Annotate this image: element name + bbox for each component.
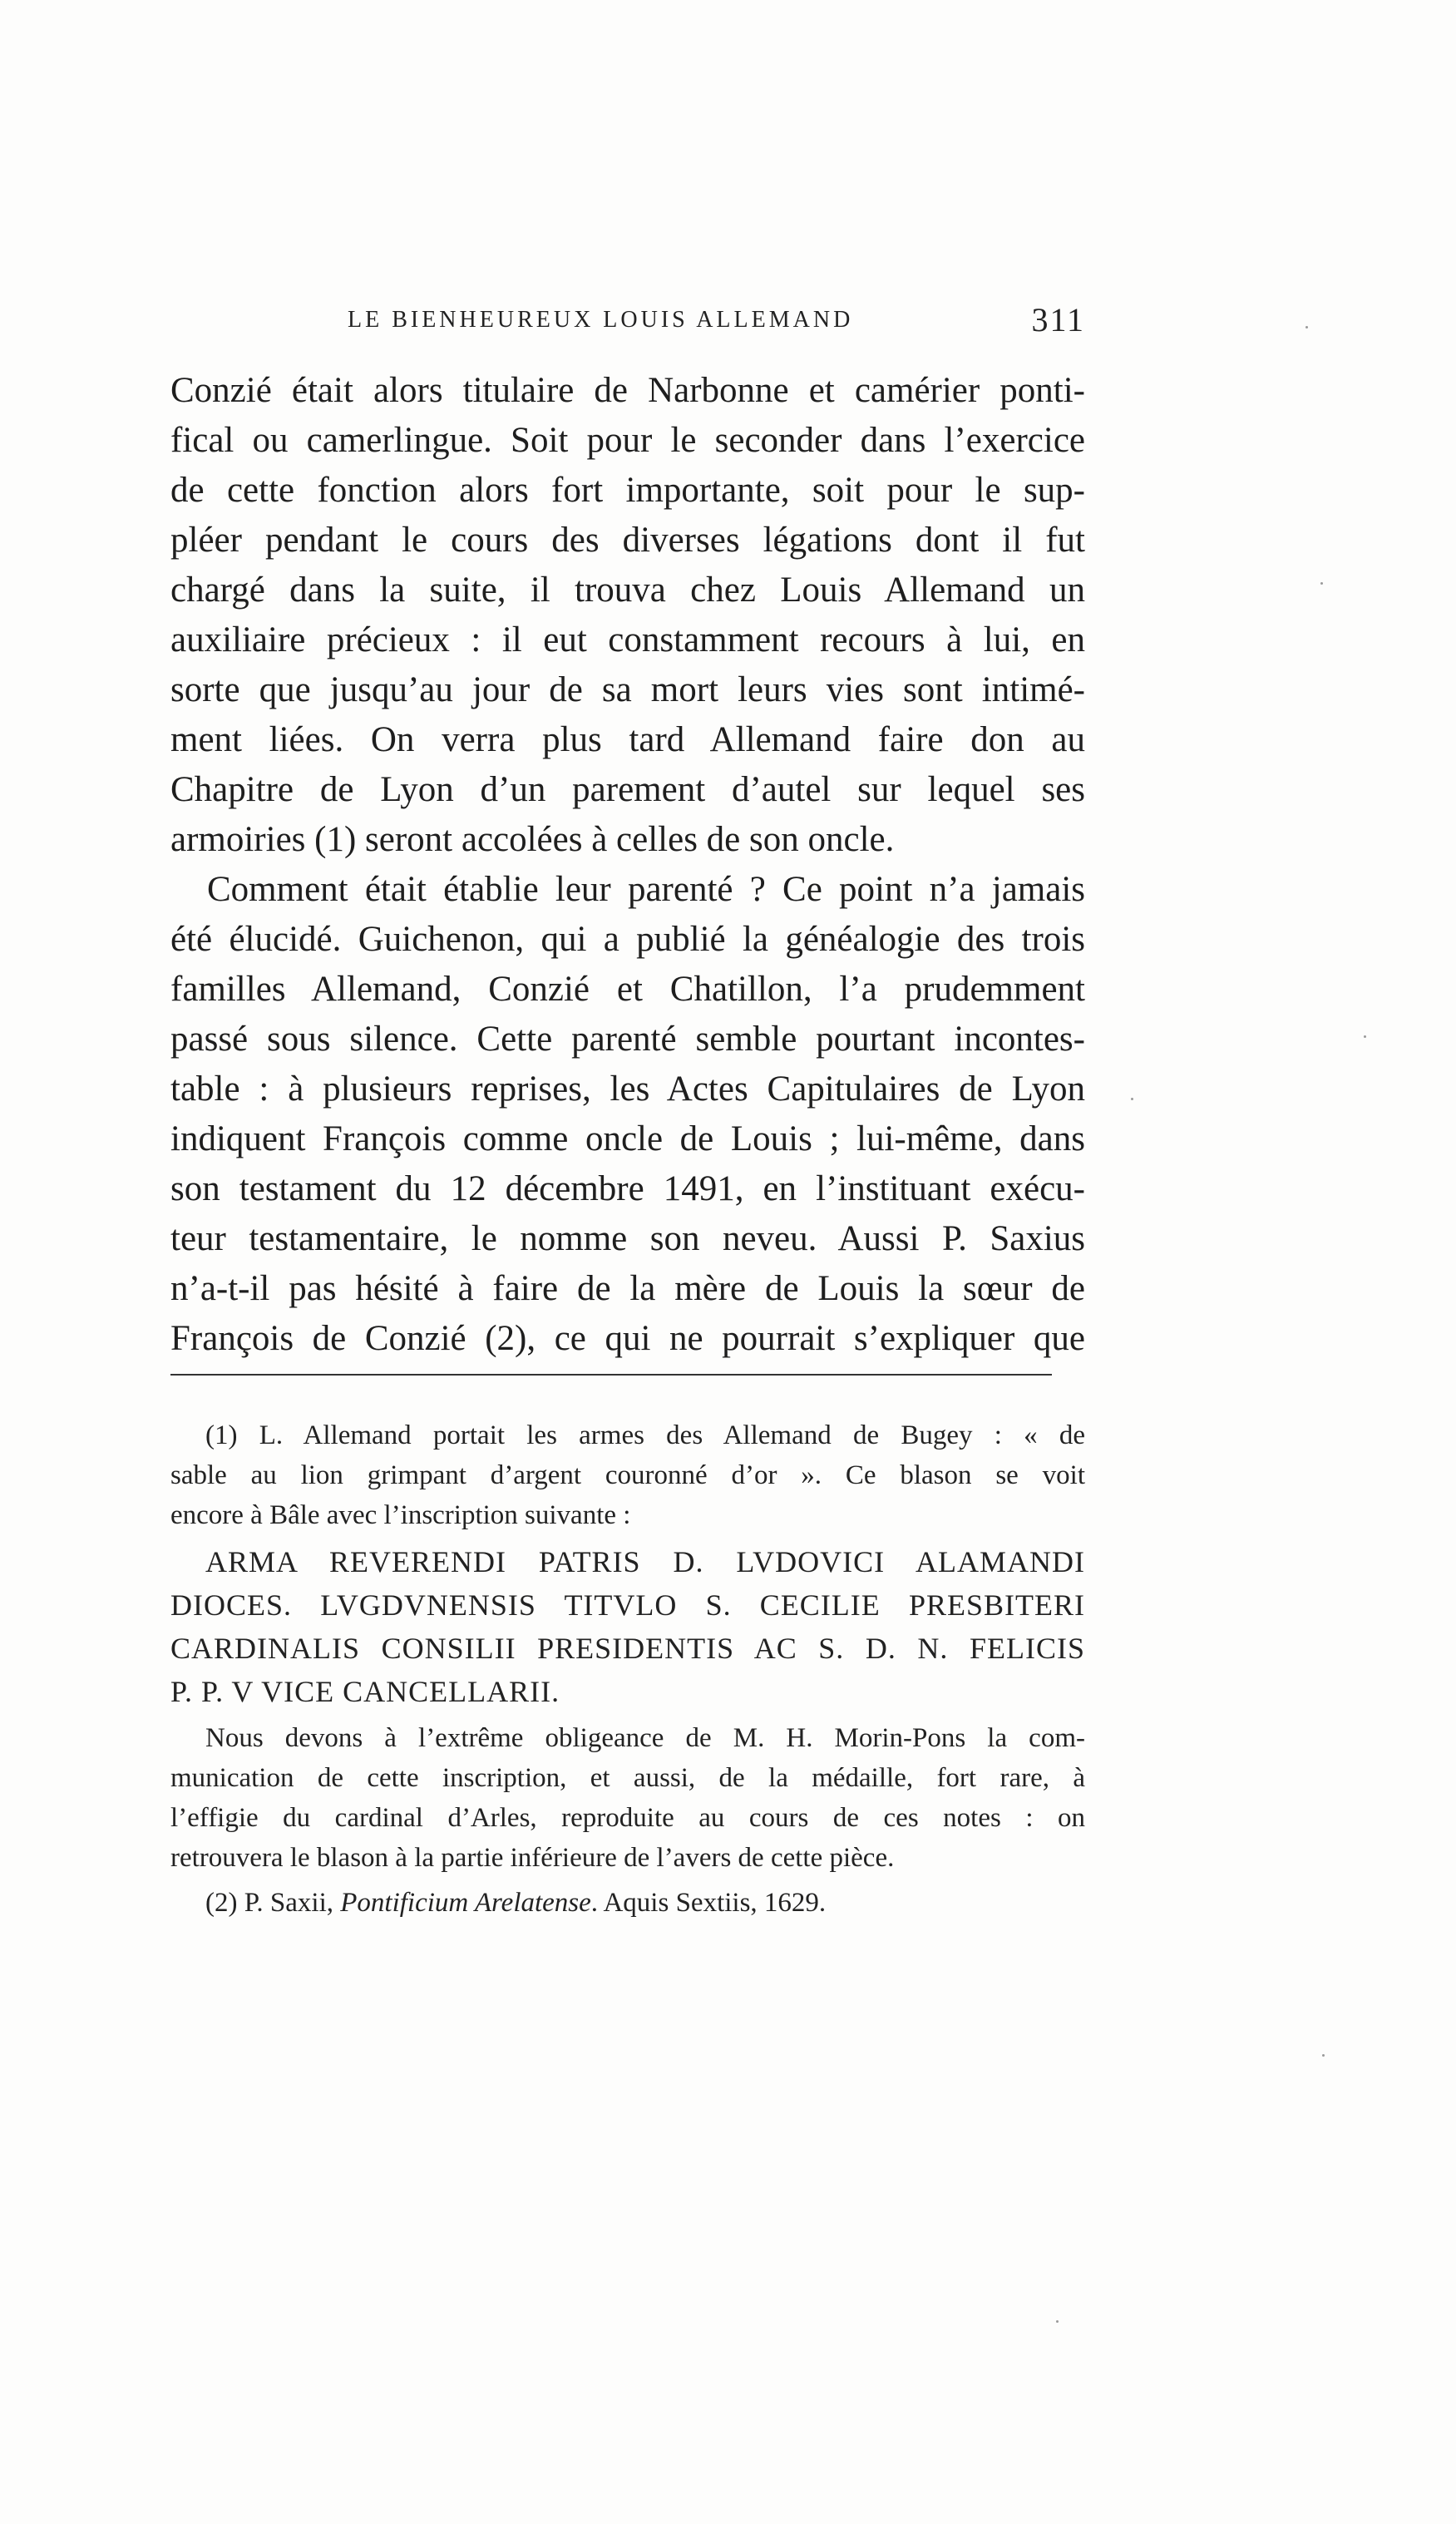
inscription-line: P. P. V VICE CANCELLARII. xyxy=(170,1675,560,1708)
footnote-1-line: (1) L. Allemand portait les armes des Allemand de Bugey : « de xyxy=(205,1420,1085,1450)
body-line: François de Conzié (2), ce qui ne pourrait s’expliquer que xyxy=(170,1319,1085,1358)
paper-speck xyxy=(1320,582,1323,585)
inscription-line: CARDINALIS CONSILII PRESIDENTIS AC S. D. N. FELICIS xyxy=(170,1632,1085,1665)
body-line: sorte que jusqu’au jour de sa mort leurs vies sont intimé- xyxy=(170,670,1085,709)
running-head xyxy=(170,301,1085,345)
footnote-1-line: sable au lion grimpant d’argent couronné d’or ». Ce blason se voit xyxy=(170,1460,1085,1490)
running-title: LE BIENHEUREUX LOUIS ALLEMAND xyxy=(348,307,854,333)
footnote-1-continuation: munication de cette inscription, et aussi, de la médaille, fort rare, à xyxy=(170,1763,1085,1793)
footnote-2-work-title: Pontificium Arelatense xyxy=(340,1888,591,1918)
body-line: chargé dans la suite, il trouva chez Louis Allemand un xyxy=(170,570,1085,610)
paper-speck xyxy=(1305,326,1308,328)
body-line: été élucidé. Guichenon, qui a publié la généalogie des trois xyxy=(170,920,1085,959)
body-line: armoiries (1) seront accolées à celles de son oncle. xyxy=(170,820,895,859)
body-line: table : à plusieurs reprises, les Actes Capitulaires de Lyon xyxy=(170,1069,1085,1109)
footnote-1-continuation: retrouvera le blason à la partie inférieure de l’avers de cette pièce. xyxy=(170,1843,895,1873)
footnote-2-suffix: . Aquis Sextiis, 1629. xyxy=(590,1888,827,1918)
body-line: Chapitre de Lyon d’un parement d’autel sur lequel ses xyxy=(170,770,1085,809)
body-line: passé sous silence. Cette parenté semble pourtant incontes- xyxy=(170,1020,1085,1059)
paper-speck xyxy=(1322,2054,1325,2057)
body-line: familles Allemand, Conzié et Chatillon, l’a prudemment xyxy=(170,970,1085,1009)
page-number: 311 xyxy=(1031,301,1085,338)
body-line: ment liées. On verra plus tard Allemand faire don au xyxy=(170,720,1085,759)
footnote-1-continuation: l’effigie du cardinal d’Arles, reproduite au cours de ces notes : on xyxy=(170,1803,1085,1833)
body-line: teur testamentaire, le nomme son neveu. Aussi P. Saxius xyxy=(170,1219,1085,1258)
body-line: de cette fonction alors fort importante, soit pour le sup- xyxy=(170,471,1085,510)
body-line: auxiliaire précieux : il eut constamment recours à lui, en xyxy=(170,620,1085,659)
body-line: pléer pendant le cours des diverses légations dont il fut xyxy=(170,521,1085,560)
inscription-line: ARMA REVERENDI PATRIS D. LVDOVICI ALAMANDI xyxy=(205,1545,1085,1578)
body-line: indiquent François comme oncle de Louis ; lui-même, dans xyxy=(170,1119,1085,1158)
body-text xyxy=(170,366,1085,1364)
paper-speck xyxy=(1131,1098,1133,1100)
footnote-2 xyxy=(170,1883,1085,1923)
inscription-line: DIOCES. LVGDVNENSIS TITVLO S. CECILIE PRESBITERI xyxy=(170,1588,1085,1622)
body-line: fical ou camerlingue. Soit pour le seconder dans l’exercice xyxy=(170,421,1085,460)
footnote-2-prefix: (2) P. Saxii, xyxy=(205,1888,341,1918)
footnote-1-continuation: Nous devons à l’extrême obligeance de M. H. Morin-Pons la com- xyxy=(205,1723,1085,1753)
body-line: Comment était établie leur parenté ? Ce point n’a jamais xyxy=(207,870,1085,909)
footnote-1-line: encore à Bâle avec l’inscription suivante : xyxy=(170,1500,631,1530)
body-line: n’a-t-il pas hésité à faire de la mère de Louis la sœur de xyxy=(170,1269,1085,1308)
paper-speck xyxy=(1364,1035,1366,1038)
paper-speck xyxy=(1056,2320,1059,2323)
body-line: Conzié était alors titulaire de Narbonne et camérier ponti- xyxy=(170,371,1085,410)
footnotes xyxy=(170,1415,1085,1923)
footnote-separator xyxy=(170,1374,1052,1376)
body-line: son testament du 12 décembre 1491, en l’instituant exécu- xyxy=(170,1169,1085,1208)
